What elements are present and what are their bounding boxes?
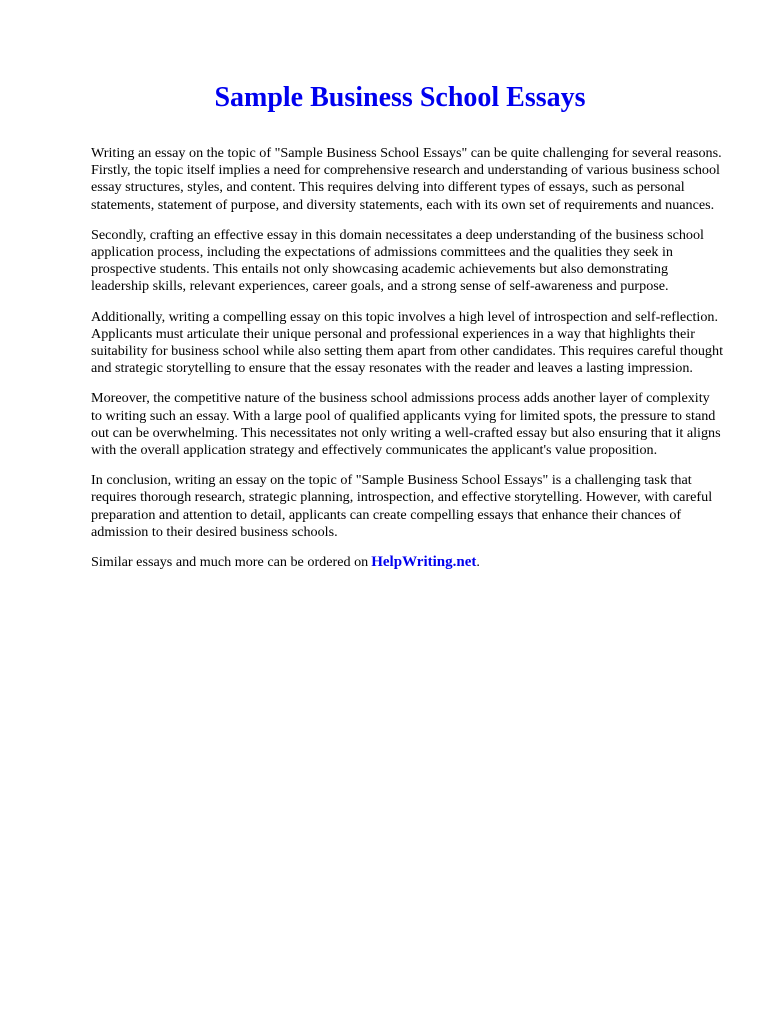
paragraph-secondly: Secondly, crafting an effective essay in this domain necessitates a deep understanding of the business school application process, including the expectations of admissions committees and the qualities they seek in prospective students. This entails not only showcasing academic achievements but also demonstrating leadership skills, relevant experiences, career goals, and a strong sense of self-awareness and purpose. (91, 226, 704, 295)
paragraph-moreover: Moreover, the competitive nature of the business school admissions process adds another layer of complexity to writing such an essay. With a large pool of qualified applicants vying for limited spots, the pressure to stand out can be overwhelming. This necessitates not only writing a well-crafted essay but also ensuring that it aligns with the overall application strategy and effectively communicates the applicant's value proposition. (91, 390, 721, 459)
paragraph-additionally: Additionally, writing a compelling essay on this topic involves a high level of introspection and self-reflection. Applicants must articulate their unique personal and professional experiences in a way that highlights their suitability for business school while also setting them apart from other candidates. This requires careful thought and strategic storytelling to ensure that the essay resonates with the reader and leaves a lasting impression. (91, 308, 723, 377)
document-page (91, 81, 723, 571)
paragraph-intro: Writing an essay on the topic of "Sample Business School Essays" can be quite challenging for several reasons. Firstly, the topic itself implies a need for comprehensive research and understanding of various business school essay structures, styles, and content. This requires delving into different types of essays, such as personal statements, statement of purpose, and diversity statements, each with its own set of requirements and nuances. (91, 145, 722, 213)
paragraph-conclusion: In conclusion, writing an essay on the topic of "Sample Business School Essays" is a challenging task that requires thorough research, strategic planning, introspection, and effective storytelling. However, with careful preparation and attention to detail, applicants can create compelling essays that enhance their chances of admission to their desired business schools. (91, 472, 713, 540)
closing-line (91, 554, 723, 571)
document-body (91, 145, 723, 571)
closing-suffix: . (476, 554, 480, 571)
closing-prefix: Similar essays and much more can be ordered on (91, 554, 369, 571)
helpwriting-link[interactable]: HelpWriting.net (371, 554, 477, 571)
document-title: Sample Business School Essays (214, 82, 586, 113)
